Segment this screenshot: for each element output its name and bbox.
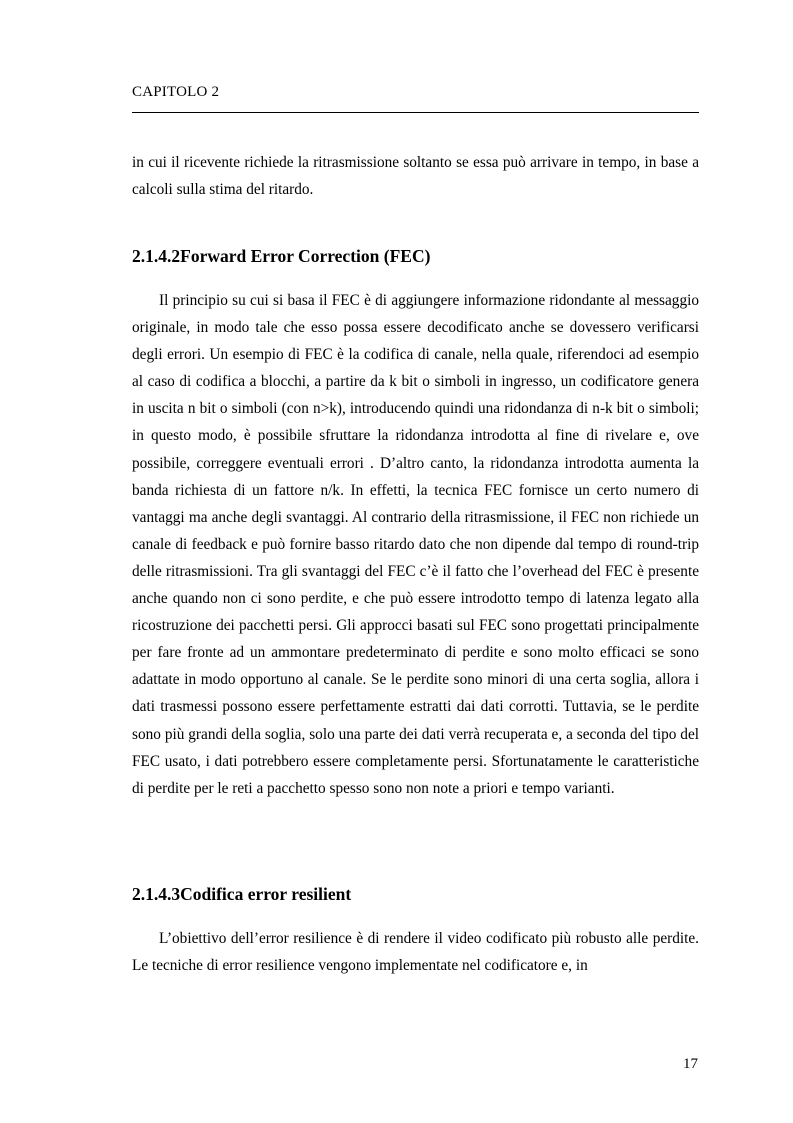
section-number: 2.1.4.3: [132, 884, 181, 904]
section-title: Codifica error resilient: [180, 884, 352, 904]
section-heading-fec: [132, 246, 430, 267]
intro-paragraph: in cui il ricevente richiede la ritrasmissione soltanto se essa può arrivare in tempo, in base a calcoli sulla stima del ritardo.: [132, 154, 699, 199]
section-title: Forward Error Correction (FEC): [180, 246, 431, 266]
resilient-paragraph: L’obiettivo dell’error resilience è di rendere il video codificato più robusto alle perdite. Le tecniche di error resilience vengono implementate nel codificatore e, in: [132, 930, 699, 975]
header-rule: [132, 112, 699, 113]
chapter-header: CAPITOLO 2: [132, 84, 220, 100]
fec-paragraph: Il principio su cui si basa il FEC è di aggiungere informazione ridondante al messaggio originale, in modo tale che esso possa essere decodificato anche se dovessero verificarsi degli errori. Un esempio di FEC è la codifica di canale, nella quale, riferendoci ad esempio al caso di codifica a blocchi, a partire da k bit o simboli in ingresso, un codificatore genera in uscita n bit o simboli (con n>k), introducendo quindi una ridondanza di n-k bit o simboli; in questo modo, è possibile sfruttare la ridondanza introdotta al fine di rivelare e, ove possibile, correggere eventuali errori . D’altro canto, la ridondanza introdotta aumenta la banda richiesta di un fattore n/k. In effetti, la tecnica FEC fornisce un certo numero di vantaggi ma anche degli svantaggi. Al contrario della ritrasmissione, il FEC non richiede un canale di feedback e può fornire basso ritardo dato che non dipende dal tempo di round-trip delle ritrasmissioni. Tra gli svantaggi del FEC c’è il fatto che l’overhead del FEC è presente anche quando non ci sono perdite, e che può essere introdotto tempo di latenza legato alla ricostruzione dei pacchetti persi. Gli approcci basati sul FEC sono progettati principalmente per fare fronte ad un ammontare predeterminato di perdite e sono molto efficaci se sono adattate in modo opportuno al canale. Se le perdite sono minori di una certa soglia, allora i dati trasmessi possono essere perfettamente estratti dai dati corrotti. Tuttavia, se le perdite sono più grandi della soglia, solo una parte dei dati verrà recuperata e, a seconda del tipo del FEC usato, i dati potrebbero essere completamente persi. Sfortunatamente le caratteristiche di perdite per le reti a pacchetto spesso sono non note a priori e tempo varianti.: [132, 292, 699, 797]
section-heading-resilient: [132, 884, 351, 905]
page-number: 17: [683, 1056, 698, 1072]
section-number: 2.1.4.2: [132, 246, 181, 266]
